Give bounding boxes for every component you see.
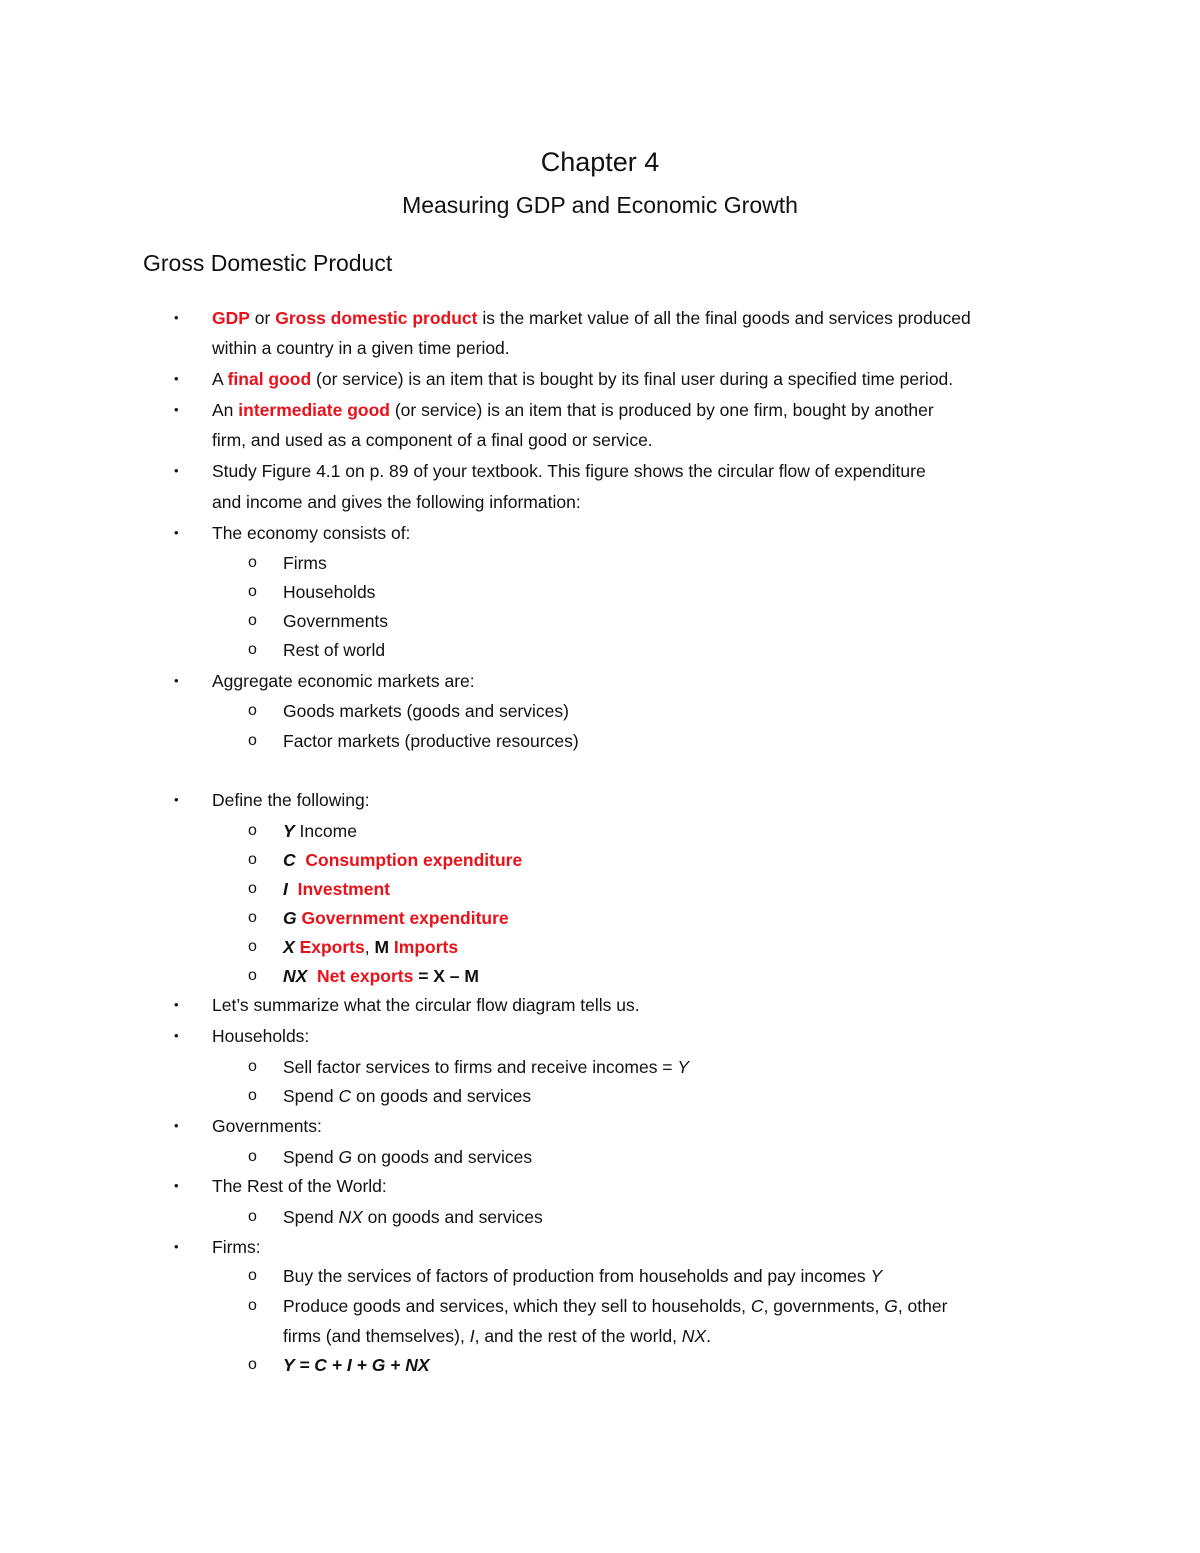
study-figure-line2: and income and gives the following information: [212, 492, 581, 512]
sub-bullet-icon: o [248, 967, 257, 984]
list-item: Factor markets (productive resources) [283, 731, 579, 751]
symbol-x: X [283, 937, 295, 957]
symbol-m: M [374, 937, 390, 957]
text: Spend [283, 1147, 339, 1167]
economy-label: The economy consists of: [212, 523, 411, 543]
text: is the market value of all the final goods and services produced [477, 308, 971, 328]
term-exports: Exports [299, 937, 365, 957]
text: on goods and services [352, 1147, 533, 1167]
text: (or service) is an item that is produced by one firm, bought by another [389, 400, 934, 420]
define-income [283, 819, 357, 843]
symbol-c: C [338, 1086, 352, 1106]
text: (or service) is an item that is bought by its final user during a specified time period. [311, 369, 954, 389]
list-item: Households [283, 582, 376, 602]
rest-of-world-item [283, 1205, 543, 1229]
bullet-icon: • [174, 525, 179, 540]
text: Spend [283, 1086, 339, 1106]
bullet-icon: • [174, 997, 179, 1012]
symbol-i: I [469, 1326, 475, 1346]
bullet-icon: • [174, 1178, 179, 1193]
sub-bullet-icon: o [248, 938, 257, 955]
final-good-definition [212, 367, 953, 391]
sub-bullet-icon: o [248, 1267, 257, 1284]
page-title: Chapter 4 [540, 147, 660, 177]
sub-bullet-icon: o [248, 1356, 257, 1373]
symbol-c: C [283, 850, 296, 870]
sub-bullet-icon: o [248, 1148, 257, 1165]
term-consumption: Consumption expenditure [305, 850, 523, 870]
sub-bullet-icon: o [248, 612, 257, 629]
rest-of-world-label: The Rest of the World: [212, 1176, 387, 1196]
households-label: Households: [212, 1026, 310, 1046]
bullet-icon: • [174, 371, 179, 386]
sub-bullet-icon: o [248, 851, 257, 868]
symbol-y: Y [870, 1266, 883, 1286]
summary-line: Let’s summarize what the circular flow diagram tells us. [212, 995, 640, 1015]
symbol-g: G [884, 1296, 898, 1316]
sub-bullet-icon: o [248, 822, 257, 839]
text: A [212, 369, 228, 389]
list-item: Firms [283, 553, 327, 573]
net-exports-formula: = X – M [413, 966, 479, 986]
text: , and the rest of the world, [474, 1326, 682, 1346]
sub-bullet-icon: o [248, 702, 257, 719]
bullet-icon: • [174, 1118, 179, 1133]
intermediate-good-cont: firm, and used as a component of a final good or service. [212, 430, 653, 450]
governments-item [283, 1145, 532, 1169]
symbol-nx: NX [681, 1326, 707, 1346]
text: , other [897, 1296, 948, 1316]
symbol-nx: NX [338, 1207, 363, 1227]
text: Produce goods and services, which they sell to households, [283, 1296, 751, 1316]
bullet-icon: • [174, 1239, 179, 1254]
sub-bullet-icon: o [248, 1087, 257, 1104]
text: or [249, 308, 276, 328]
text: on goods and services [362, 1207, 543, 1227]
sub-bullet-icon: o [248, 880, 257, 897]
study-figure-line1: Study Figure 4.1 on p. 89 of your textbook. This figure shows the circular flow of expenditure [212, 461, 926, 481]
section-heading: Gross Domestic Product [143, 250, 393, 276]
text: , governments, [763, 1296, 885, 1316]
term-imports: Imports [393, 937, 459, 957]
symbol-g: G [283, 908, 297, 928]
symbol-y: Y [283, 821, 295, 841]
sub-bullet-icon: o [248, 583, 257, 600]
intermediate-good-definition [212, 398, 934, 422]
bullet-icon: • [174, 310, 179, 325]
term-net-exports: Net exports [317, 966, 414, 986]
firms-item-2 [283, 1294, 947, 1318]
define-net-exports [283, 964, 479, 988]
sub-bullet-icon: o [248, 554, 257, 571]
list-item: Governments [283, 611, 389, 631]
bullet-icon: • [174, 673, 179, 688]
term-gdp: GDP [212, 308, 250, 328]
text: Income [294, 821, 357, 841]
markets-label: Aggregate economic markets are: [212, 671, 475, 691]
sub-bullet-icon: o [248, 732, 257, 749]
governments-label: Governments: [212, 1116, 322, 1136]
define-exports-imports: X Exports, M Imports [283, 937, 459, 957]
bullet-icon: • [174, 1028, 179, 1043]
list-item: Goods markets (goods and services) [283, 701, 569, 721]
bullet-icon: • [174, 402, 179, 417]
firms-item-1 [283, 1264, 882, 1288]
text: firms (and themselves), [283, 1326, 470, 1346]
sub-bullet-icon: o [248, 1208, 257, 1225]
text: An [212, 400, 239, 420]
sub-bullet-icon: o [248, 641, 257, 658]
bullet-icon: • [174, 792, 179, 807]
bullet-icon: • [174, 463, 179, 478]
text: . [706, 1326, 711, 1346]
firms-label: Firms: [212, 1237, 261, 1257]
term-government-expenditure: Government expenditure [301, 908, 509, 928]
define-government [283, 906, 509, 930]
text: on goods and services [351, 1086, 532, 1106]
households-item-2 [283, 1084, 531, 1108]
sub-bullet-icon: o [248, 1058, 257, 1075]
page-subtitle: Measuring GDP and Economic Growth [402, 192, 798, 218]
define-label: Define the following: [212, 790, 370, 810]
term-final-good: final good [227, 369, 312, 389]
term-intermediate-good: intermediate good [238, 400, 390, 420]
symbol-i: I [283, 879, 288, 899]
text: Spend [283, 1207, 339, 1227]
text: Buy the services of factors of production from households and pay incomes [283, 1266, 871, 1286]
symbol-y: Y [677, 1057, 690, 1077]
term-investment: Investment [297, 879, 390, 899]
text: Sell factor services to firms and receive incomes = [283, 1057, 678, 1077]
symbol-nx: NX [283, 966, 308, 986]
define-investment [283, 877, 390, 901]
gdp-definition-cont: within a country in a given time period. [212, 338, 510, 358]
gdp-identity-formula: Y = C + I + G + NX [283, 1355, 430, 1375]
households-item-1 [283, 1055, 689, 1079]
term-gross-domestic-product: Gross domestic product [275, 308, 478, 328]
firms-item-2-cont [283, 1324, 711, 1348]
symbol-c: C [750, 1296, 764, 1316]
define-consumption [283, 848, 522, 872]
list-item: Rest of world [283, 640, 386, 660]
sub-bullet-icon: o [248, 1297, 257, 1314]
gdp-definition [212, 306, 971, 330]
sub-bullet-icon: o [248, 909, 257, 926]
symbol-g: G [338, 1147, 353, 1167]
